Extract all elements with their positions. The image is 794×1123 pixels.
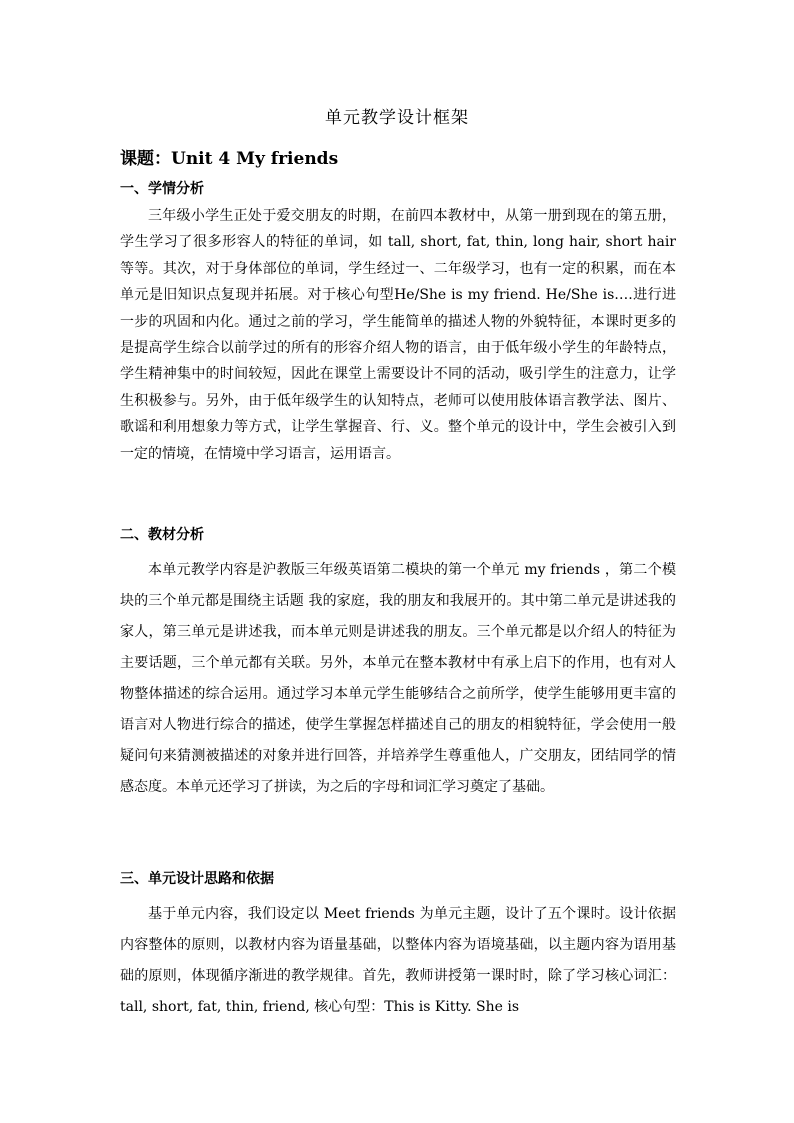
section-heading-student-analysis: 一、学情分析 xyxy=(120,181,204,197)
section-heading-textbook-analysis: 二、教材分析 xyxy=(120,527,204,543)
section-paragraph-textbook-analysis: 本单元教学内容是沪教版三年级英语第二模块的第一个单元 my friends ，第二个模块的三个单元都是围绕主话题 我的家庭，我的朋友和我展开的。其中第二单元是讲述我的家人，第三单元是讲述我，而本单元则是讲述我的朋友。三个单元都是以介绍人的特征为主要话题，三个单元都有关联。另外，本单元在整本教材中有承上启下的作用，也有对人物整体描述的综合运用。通过学习本单元学生能够结合之前所学，使学生能够用更丰富的语言对人物进行综合的描述，使学生掌握怎样描述自己的朋友的相貌特征，学会使用一般疑问句来猜测被描述的对象并进行回答，并培养学生尊重他人，广交朋友，团结同学的情感态度。本单元还学习了拼读，为之后的字母和词汇学习奠定了基础。 xyxy=(120,562,676,795)
section-paragraph-design-rationale: 基于单元内容，我们设定以 Meet friends 为单元主题，设计了五个课时。设计依据内容整体的原则，以教材内容为语量基础，以整体内容为语境基础，以主题内容为语用基础的原则，体现循序渐进的教学规律。首先，教师讲授第一课时时，除了学习核心词汇：tall, short, fat, thin, friend, 核心句型：This is Kitty. She is xyxy=(120,906,676,1015)
section-paragraph-student-analysis: 三年级小学生正处于爱交朋友的时期，在前四本教材中，从第一册到现在的第五册，学生学习了很多形容人的特征的单词，如 tall, short, fat, thin, long hair, short hair 等等。其次，对于身体部位的单词，学生经过一、二年级学习，也有一定的积累，而在本单元是旧知识点复现并拓展。对于核心句型He/She is my friend. He/She is….进行进一步的巩固和内化。通过之前的学习，学生能简单的描述人物的外貌特征，本课时更多的是提高学生综合以前学过的所有的形容介绍人物的语言，由于低年级小学生的年龄特点，学生精神集中的时间较短，因此在课堂上需要设计不同的活动，吸引学生的注意力，让学生积极参与。另外，由于低年级学生的认知特点，老师可以使用肢体语言教学法、图片、歌谣和利用想象力等方式，让学生掌握音、行、义。整个单元的设计中，学生会被引入到一定的情境，在情境中学习语言，运用语言。 xyxy=(120,208,676,462)
section-heading-design-rationale: 三、单元设计思路和依据 xyxy=(120,871,274,887)
lesson-title: 课题：Unit 4 My friends xyxy=(120,149,339,169)
document-title: 单元教学设计框架 xyxy=(325,108,469,128)
